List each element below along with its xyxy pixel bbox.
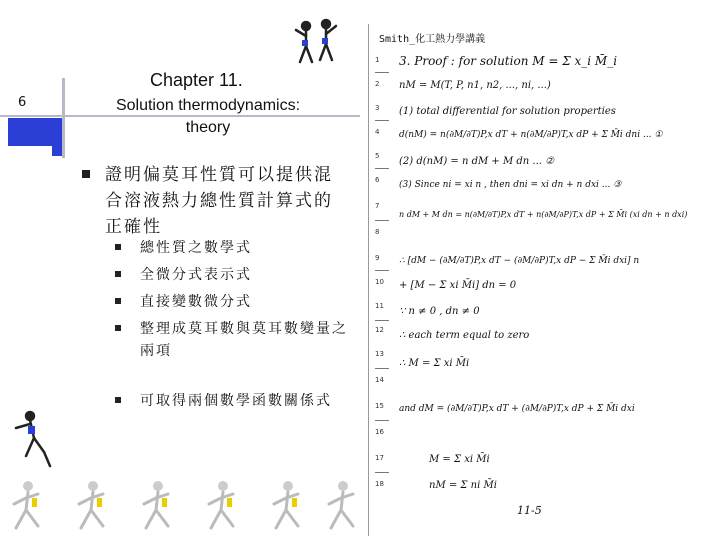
note-line: + [M − Σ xi M̄i] dn = 0 xyxy=(399,280,517,291)
line-number: 12 xyxy=(375,326,384,334)
margin-rule xyxy=(375,120,389,121)
bullet-icon xyxy=(115,244,121,250)
note-line: ∵ n ≠ 0 , dn ≠ 0 xyxy=(399,306,480,317)
notes-header: Smith_化工熱力學講義 xyxy=(379,34,486,45)
decorative-block xyxy=(52,118,62,156)
line-number: 2 xyxy=(375,80,380,88)
runner-icon xyxy=(0,478,360,538)
bullet-icon xyxy=(115,325,121,331)
decorative-block xyxy=(8,118,56,146)
decorative-vertical-rule xyxy=(62,78,65,158)
line-number: 3 xyxy=(375,104,380,112)
note-line: (2) d(nM) = n dM + M dn ... ② xyxy=(399,156,555,167)
line-number: 16 xyxy=(375,428,384,436)
note-line: nM = Σ ni M̄i xyxy=(429,480,497,491)
margin-rule xyxy=(375,220,389,221)
margin-rule xyxy=(375,270,389,271)
note-line: and dM = (∂M/∂T)P,x dT + (∂M/∂P)T,x dP + Σ M̄i dxi xyxy=(399,404,635,414)
line-number: 7 xyxy=(375,202,380,210)
note-line: (1) total differential for solution properties xyxy=(399,106,616,117)
line-number: 1 xyxy=(375,56,380,64)
margin-rule xyxy=(375,368,389,369)
sub-bullet-text: 全微分式表示式 xyxy=(140,267,252,283)
margin-rule xyxy=(375,168,389,169)
sub-bullet-text: 整理成莫耳數與莫耳數變量之兩項 xyxy=(140,321,348,359)
note-line: 3. Proof : for solution M = Σ x_i M̄_i xyxy=(399,54,618,68)
slide-subtitle: Solution thermodynamics: theory xyxy=(115,97,301,136)
sub-bullet-text: 直接變數微分式 xyxy=(140,294,252,310)
margin-rule xyxy=(375,72,389,73)
line-number: 17 xyxy=(375,454,384,462)
bullet-icon xyxy=(115,271,121,277)
slide-number: 6 xyxy=(18,95,27,110)
note-line: ∴ M = Σ xi M̄i xyxy=(399,358,470,369)
bullet-icon xyxy=(115,298,121,304)
bullet-icon xyxy=(115,397,121,403)
climber-icon xyxy=(292,18,340,70)
note-line: nM = M(T, P, n1, n2, ..., ni, ...) xyxy=(399,80,551,91)
margin-rule xyxy=(375,320,389,321)
climber-icon xyxy=(10,408,60,470)
note-line: (3) Since ni = xi n , then dni = xi dn + n dxi ... ③ xyxy=(399,180,622,190)
slide-title: Chapter 11. xyxy=(150,70,243,90)
margin-rule xyxy=(375,472,389,473)
line-number: 11 xyxy=(375,302,384,310)
line-number: 9 xyxy=(375,254,380,262)
line-number: 10 xyxy=(375,278,384,286)
note-line: M = Σ xi M̄i xyxy=(429,454,490,465)
note-line: d(nM) = n(∂M/∂T)P,x dT + n(∂M/∂P)T,x dP + Σ M̄i dni ... ① xyxy=(399,130,663,140)
note-line: ∴ each term equal to zero xyxy=(399,330,530,341)
line-number: 18 xyxy=(375,480,384,488)
sub-bullet-text: 總性質之數學式 xyxy=(140,240,252,256)
notes-page-number: 11-5 xyxy=(517,504,542,517)
line-number: 13 xyxy=(375,350,384,358)
line-number: 6 xyxy=(375,176,380,184)
handwritten-notes xyxy=(368,24,717,536)
note-line: n dM + M dn = n(∂M/∂T)P,x dT + n(∂M/∂P)T,x dP + Σ M̄i (xi dn + n dxi) xyxy=(399,210,688,219)
margin-rule xyxy=(375,420,389,421)
line-number: 8 xyxy=(375,228,380,236)
line-number: 14 xyxy=(375,376,384,384)
sub-bullet-text: 可取得兩個數學函數關係式 xyxy=(140,393,332,409)
line-number: 15 xyxy=(375,402,384,410)
line-number: 5 xyxy=(375,152,380,160)
bullet-icon xyxy=(82,170,90,178)
line-number: 4 xyxy=(375,128,380,136)
note-line: ∴ [dM − (∂M/∂T)P,x dT − (∂M/∂P)T,x dP − Σ M̄i dxi] n xyxy=(399,256,640,266)
main-bullet-text: 證明偏莫耳性質可以提供混合溶液熱力總性質計算式的正確性 xyxy=(105,165,333,237)
